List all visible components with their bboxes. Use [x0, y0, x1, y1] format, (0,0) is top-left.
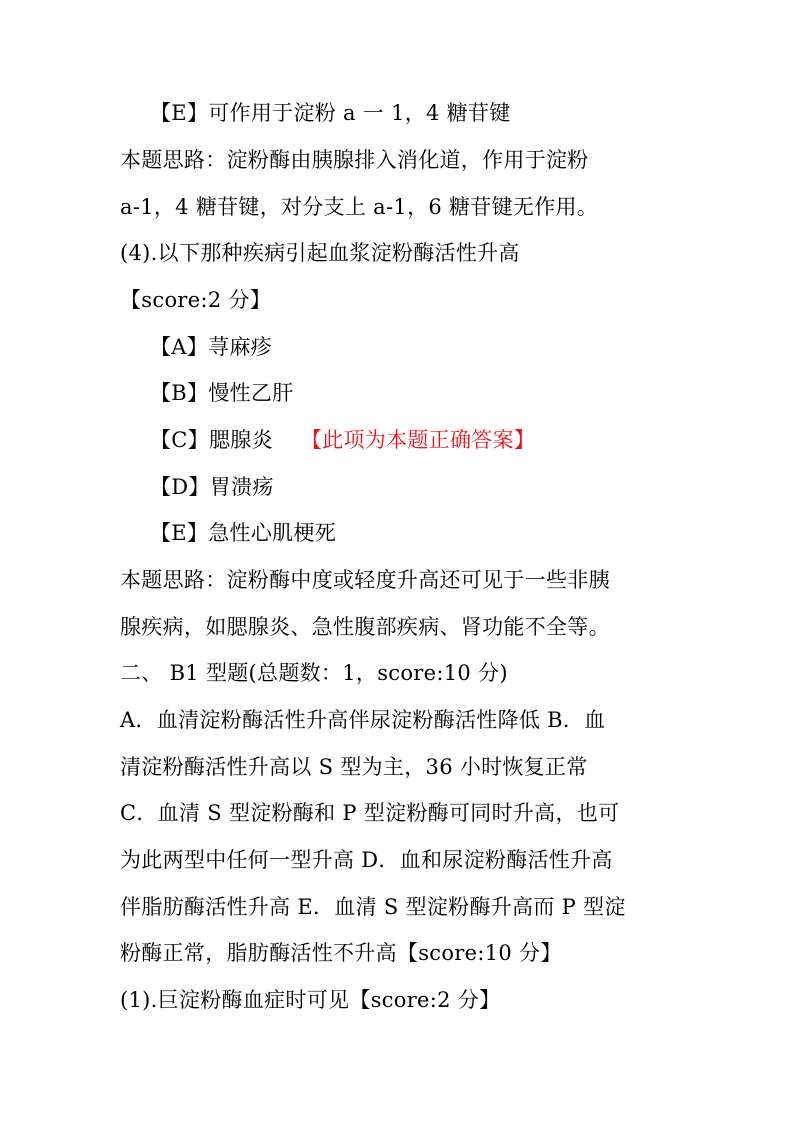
option-c: [0, 425, 794, 455]
correct-answer-mark: 【此项为本题正确答案】: [300, 428, 536, 452]
question-4-title: (4).以下那种疾病引起血浆淀粉酶活性升高: [120, 241, 520, 265]
b1-stem-line-6: 粉酶正常，脂肪酶活性不升高【score:10 分】: [120, 941, 562, 965]
option-e-previous: 【E】可作用于淀粉 a 一 1，4 糖苷键: [150, 101, 511, 125]
b1-stem-line-1: A．血清淀粉酶活性升高伴尿淀粉酶活性降低 B．血: [120, 708, 606, 732]
b1-stem-line-5: 伴脂肪酶活性升高 E．血清 S 型淀粉酶升高而 P 型淀: [120, 895, 626, 919]
section-2-heading: 二、 B1 型题(总题数：1，score:10 分): [120, 661, 508, 685]
analysis-line-2: a-1，4 糖苷键，对分支上 a-1，6 糖苷键无作用。: [120, 195, 599, 219]
option-c-label: 【C】腮腺炎: [150, 428, 273, 452]
analysis-line-1: 本题思路：淀粉酶由胰腺排入消化道，作用于淀粉: [120, 148, 589, 172]
q4-analysis-line-1: 本题思路：淀粉酶中度或轻度升高还可见于一些非胰: [120, 568, 610, 592]
question-4-score: 【score:2 分】: [120, 288, 272, 312]
option-e: 【E】急性心肌梗死: [150, 521, 337, 545]
b1-question-1: (1).巨淀粉酶血症时可见【score:2 分】: [120, 988, 501, 1012]
q4-analysis-line-2: 腺疾病，如腮腺炎、急性腹部疾病、肾功能不全等。: [120, 615, 610, 639]
b1-stem-line-3: C．血清 S 型淀粉酶和 P 型淀粉酶可同时升高，也可: [120, 801, 620, 825]
option-b: 【B】慢性乙肝: [150, 381, 294, 405]
b1-stem-line-2: 清淀粉酶活性升高以 S 型为主，36 小时恢复正常: [120, 755, 588, 779]
option-a: 【A】荨麻疹: [150, 335, 272, 359]
option-d: 【D】胃溃疡: [150, 475, 274, 499]
b1-stem-line-4: 为此两型中任何一型升高 D．血和尿淀粉酶活性升高: [120, 848, 613, 872]
